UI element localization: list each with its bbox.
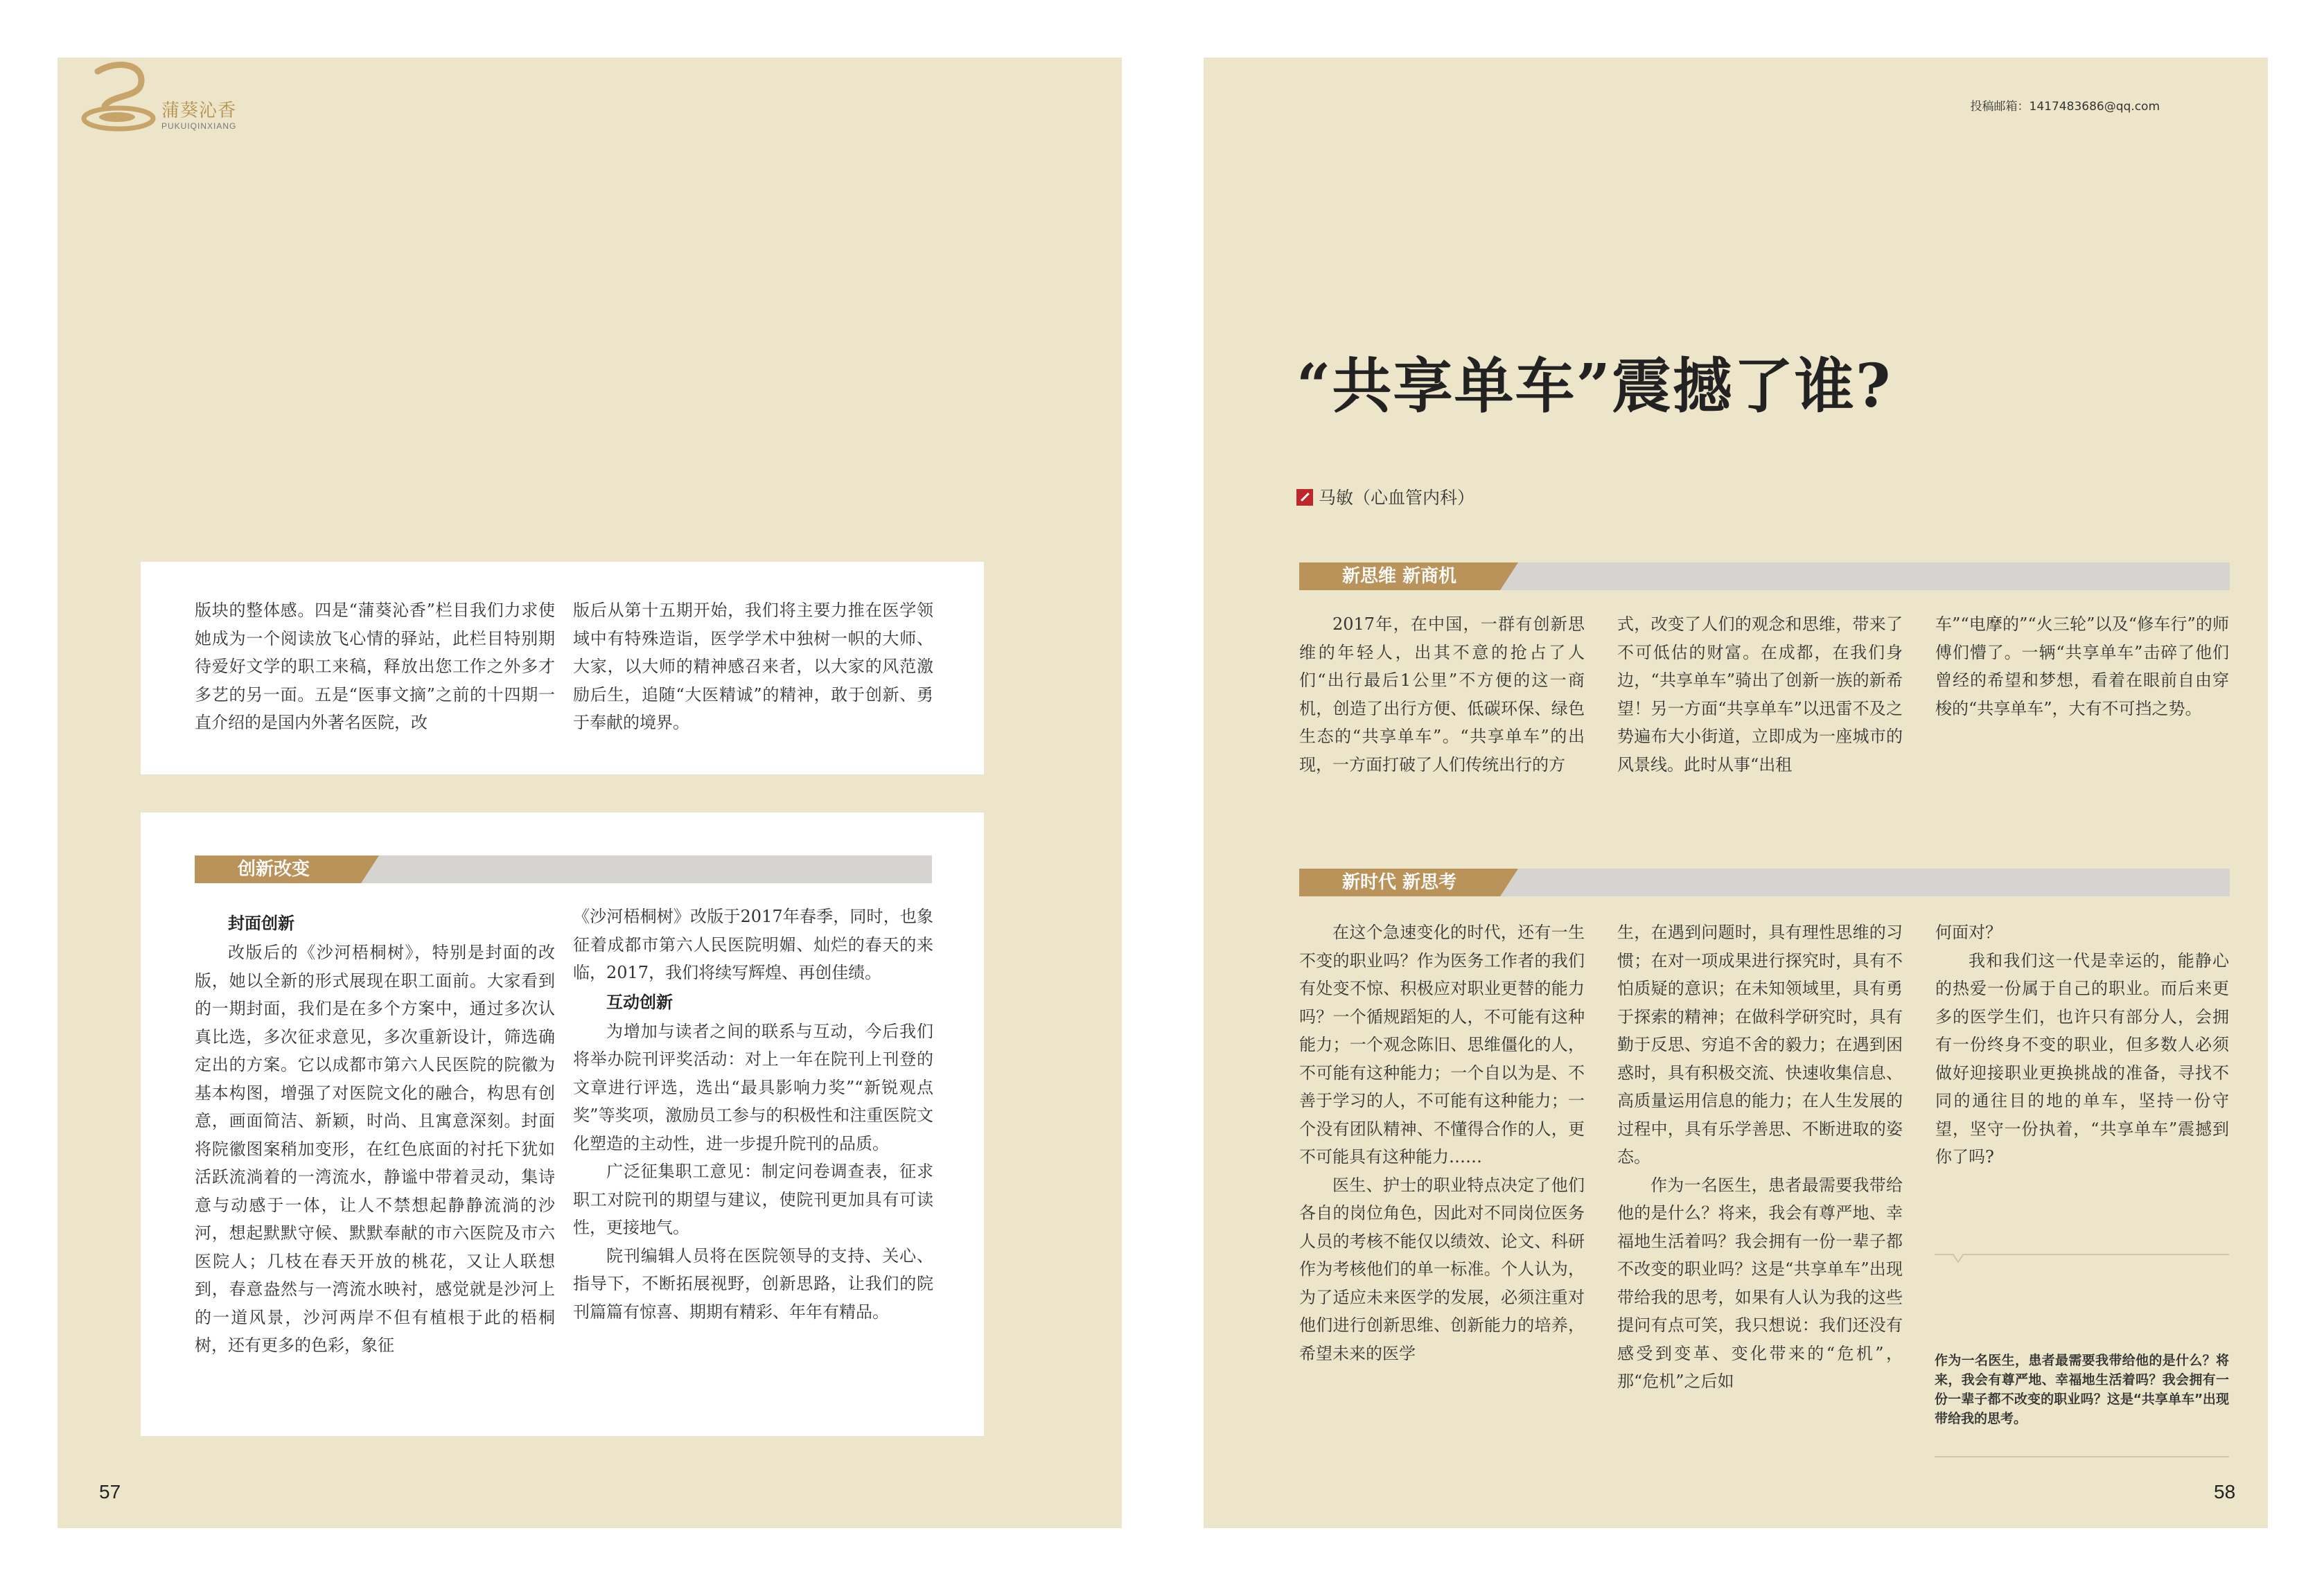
logo-text-en: PUKUIQINXIANG	[161, 121, 237, 131]
article-title: “共享单车”震撼了谁?	[1296, 351, 1892, 421]
logo-mark-icon	[77, 57, 160, 134]
section1-column-1	[1299, 610, 1585, 779]
pullquote-notch-icon	[1953, 1254, 1964, 1264]
subheading-cover: 封面创新	[228, 914, 294, 933]
pull-quote-text: 作为一名医生，患者最需要我带给他的是什么？将来，我会有尊严地、幸福地生活着吗？我会拥有一份一辈子都不改变的职业吗？这是“共享单车”出现带给我的思考。	[1935, 1353, 2229, 1426]
left-page	[58, 57, 1122, 1528]
section-bar-new-thinking	[1299, 562, 2230, 590]
top-box-col2-text: 版后从第十五期开始，我们将主要力推在医学领域中有特殊造诣，医学学术中独树一帜的大师、大家，以大师的精神感召来者，以大家的风范激励后生，追随“大医精诚”的精神，敢于创新、勇于奉献的境界。	[573, 601, 933, 732]
section2-column-1	[1299, 919, 1585, 1367]
top-box-column-1	[195, 596, 555, 737]
submission-email: 投稿邮箱：1417483686@qq.com	[1970, 100, 2160, 114]
logo-text-cn: 蒲葵沁香	[161, 100, 237, 121]
author-line	[1296, 484, 1474, 509]
section-bar-new-era	[1299, 869, 2230, 896]
section1-col3-text: 车”“电摩的”“火三轮”以及“修车行”的师傅们懵了。一辆“共享单车”击碎了他们曾经的希望和梦想，看着在眼前自由穿梭的“共享单车”，大有不可挡之势。	[1935, 614, 2229, 718]
section1-col1-text: 2017年，在中国，一群有创新思维的年轻人，出其不意的抢占了人们“出行最后1公里”不方便的这一商机，创造了出行方便、低碳环保、绿色生态的“共享单车”。“共享单车”的出现，一方面打破了人们传统出行的方	[1299, 614, 1585, 774]
interaction-paragraph-3: 院刊编辑人员将在医院领导的支持、关心、指导下，不断拓展视野，创新思路，让我们的院刊篇篇有惊喜、期期有精彩、年年有精品。	[573, 1245, 933, 1322]
innovation-column-2	[573, 903, 933, 1326]
right-page	[1204, 57, 2268, 1528]
top-box-column-2	[573, 596, 933, 737]
top-box-col1-text: 版块的整体感。四是“蒲葵沁香”栏目我们力求使她成为一个阅读放飞心情的驿站，此栏目特别期待爱好文学的职工来稿，释放出您工作之外多才多艺的另一面。五是“医事文摘”之前的十四期一直介绍的是国内外著名医院，改	[195, 601, 555, 732]
section2-column-2	[1617, 919, 1903, 1396]
section2-col1-paragraph-2: 医生、护士的职业特点决定了他们各自的岗位角色，因此对不同岗位医务人员的考核不能仅以绩效、论文、科研作为考核他们的单一标准。个人认为，为了适应未来医学的发展，必须注重对他们进行创新思维、创新能力的培养，希望未来的医学	[1299, 1175, 1585, 1363]
section1-column-3	[1935, 610, 2229, 722]
logo	[77, 57, 257, 148]
section2-col3-paragraph-2: 我和我们这一代是幸运的，能静心的热爱一份属于自己的职业。而后来更多的医学生们，也许只有部分人，会拥有一份终身不变的职业，但多数人必须做好迎接职业更换挑战的准备，寻找不同的通往目的地的单车，坚持一份守望，坚守一份执着，“共享单车”震撼到你了吗?	[1935, 950, 2229, 1167]
section-label: 新时代 新思考	[1299, 869, 1500, 896]
continued-text-box	[141, 562, 984, 774]
section1-col2-text: 式，改变了人们的观念和思维，带来了不可低估的财富。在成都，在我们身边，“共享单车”骑出了创新一族的新希望！另一方面“共享单车”以迅雷不及之势遍布大小街道，立即成为一座城市的风景线。此时从事“出租	[1617, 614, 1903, 774]
page-number: 58	[2214, 1481, 2236, 1502]
interaction-paragraph-2: 广泛征集职工意见：制定问卷调查表，征求职工对院刊的期望与建议，使院刊更加具有可读性，更接地气。	[573, 1162, 933, 1237]
section2-col3-paragraph-1: 何面对？	[1935, 923, 2002, 942]
author-name: 马敏（心血管内科）	[1319, 488, 1475, 508]
section2-column-3	[1935, 919, 2229, 1171]
cover-paragraph: 改版后的《沙河梧桐树》，特别是封面的改版，她以全新的形式展现在职工面前。大家看到的一期封面，我们是在多个方案中，通过多次认真比选，多次征求意见，多次重新设计，筛选确定出的方案。它以成都市第六人民医院的院徽为基本构图，增强了对医院文化的融合，构思有创意，画面简洁、新颖，时尚、且寓意深刻。封面将院徽图案稍加变形，在红色底面的衬托下犹如活跃流淌着的一湾流水，静谧中带着灵动，集诗意与动感于一体，让人不禁想起静静流淌的沙河，想起默默守候、默默奉献的市六医院及市六医院人；几枝在春天开放的桃花，又让人联想到，春意盎然与一湾流水映衬，感觉就是沙河上的一道风景，沙河两岸不但有植根于此的梧桐树，还有更多的色彩，象征	[195, 943, 555, 1355]
section-label: 新思维 新商机	[1299, 562, 1500, 590]
section2-col1-paragraph-1: 在这个急速变化的时代，还有一生不变的职业吗？作为医务工作者的我们有处变不惊、积极应对职业更替的能力吗？一个循规蹈矩的人，不可能有这种能力；一个观念陈旧、思维僵化的人，不可能有这种能力；一个自以为是、不善于学习的人，不可能有这种能力；一个没有团队精神、不懂得合作的人，更不可能具有这种能力……	[1299, 923, 1585, 1167]
section-label: 创新改变	[195, 855, 361, 883]
interaction-paragraph-1: 为增加与读者之间的联系与互动，今后我们将举办院刊评奖活动：对上一年在院刊上刊登的文章进行评选，选出“最具影响力奖”“新锐观点奖”等奖项，激励员工参与的积极性和注重医院文化塑造的主动性，进一步提升院刊的品质。	[573, 1021, 933, 1153]
continued-paragraph: 《沙河梧桐树》改版于2017年春季，同时，也象征着成都市第六人民医院明媚、灿烂的春天的来临，2017，我们将续写辉煌、再创佳绩。	[573, 907, 933, 982]
pull-quote	[1935, 1254, 2229, 1457]
innovation-text-box	[141, 813, 984, 1436]
pen-icon	[1296, 489, 1313, 506]
page-number: 57	[99, 1481, 121, 1502]
innovation-column-1	[195, 908, 555, 1360]
section2-col2-paragraph-2: 作为一名医生，患者最需要我带给他的是什么？将来，我会有尊严地、幸福地生活着吗？我会拥有一份一辈子都不改变的职业吗？这是“共享单车”出现带给我的思考，如果有人认为我的这些提问有点可笑，我只想说：我们还没有感受到变革、变化带来的“危机”，那“危机”之后如	[1617, 1175, 1903, 1391]
section1-column-2	[1617, 610, 1903, 779]
subheading-interaction: 互动创新	[606, 992, 673, 1012]
section2-col2-paragraph-1: 生，在遇到问题时，具有理性思维的习惯；在对一项成果进行探究时，具有不怕质疑的意识；在未知领域里，具有勇于探索的精神；在做科学研究时，具有勤于反思、穷追不舍的毅力；在遇到困惑时，具有积极交流、快速收集信息、高质量运用信息的能力；在人生发展的过程中，具有乐学善思、不断进取的姿态。	[1617, 923, 1903, 1167]
section-bar-innovation	[195, 855, 932, 883]
